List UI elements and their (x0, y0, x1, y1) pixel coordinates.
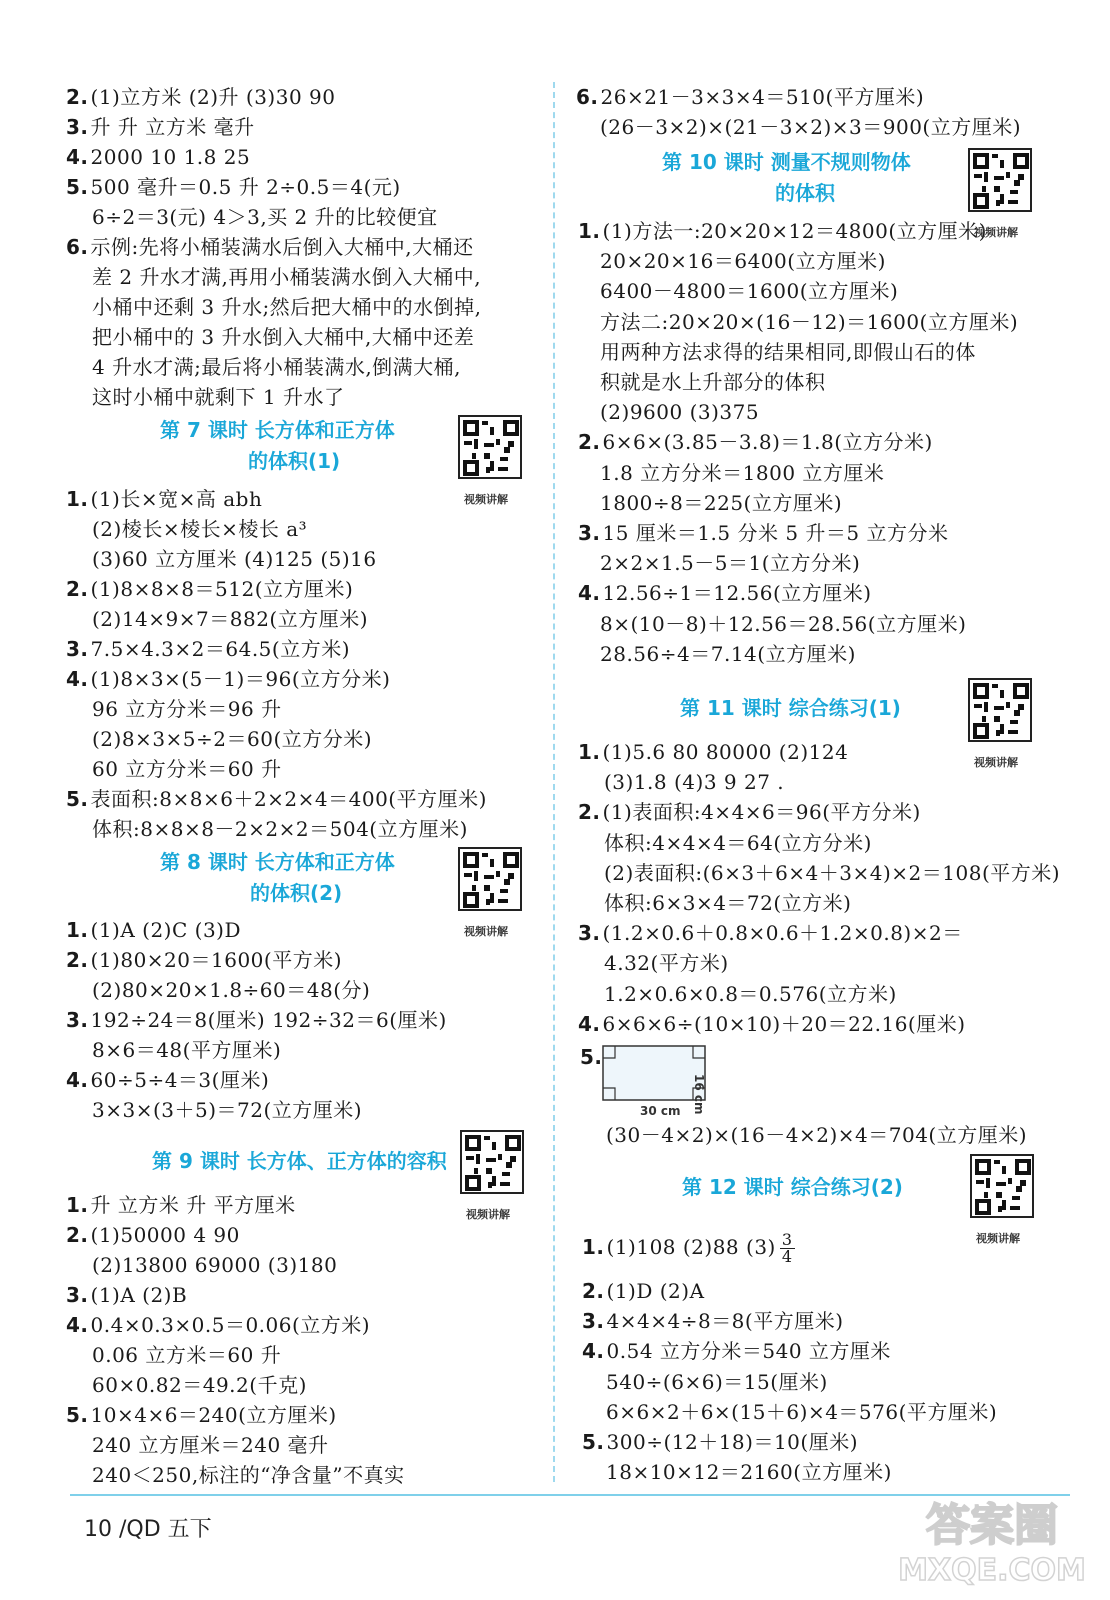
answer-line: 2. (1)表面积:4×4×6＝96(平方分米) (578, 800, 921, 825)
watermark-logo (892, 1488, 1092, 1588)
answer-line: (3)1.8 (4)3 9 27 . (604, 770, 785, 795)
answer-line: 8×(10－8)＋12.56＝28.56(立方厘米) (600, 611, 967, 636)
question-number: 4. (66, 1313, 89, 1337)
question-number: 3. (578, 921, 601, 946)
answer-line: 28.56÷4＝7.14(立方厘米) (600, 641, 856, 666)
answer-line: 2. (1)立方米 (2)升 (3)30 90 (66, 85, 336, 109)
qr-code[interactable] (970, 1154, 1034, 1218)
answer-line: 4. 0.4×0.3×0.5＝0.06(立方米) (66, 1313, 371, 1337)
answer-line: 5. 表面积:8×8×6＋2×2×4＝400(平方厘米) (66, 787, 487, 811)
question-number: 2. (578, 430, 601, 455)
answer-line: 240＜250,标注的“净含量”不真实 (92, 1463, 405, 1487)
answer-line: 1. (1)方法一:20×20×12＝4800(立方厘米) (578, 219, 987, 243)
qr-code-label: 视频讲解 (974, 226, 1018, 239)
qr-code-label: 视频讲解 (466, 1208, 510, 1221)
heading-lesson-7: 第 7 课时 长方体和正方体 (160, 418, 395, 442)
answer-line: 60×0.82＝49.2(千克) (92, 1373, 307, 1397)
page-footer: 10 /QD 五下 (84, 1517, 212, 1542)
answer-line: 积就是水上升部分的体积 (600, 370, 826, 394)
heading-lesson-12: 第 12 课时 综合练习(2) (682, 1175, 903, 1199)
figure-width-label: 30 cm (640, 1104, 681, 1118)
answer-line: (26－3×2)×(21－3×2)×3＝900(立方厘米) (600, 115, 1022, 139)
answer-line: 1. (1)A (2)C (3)D (66, 918, 242, 942)
answer-line: 4. 2000 10 1.8 25 (66, 145, 251, 169)
answer-line: 5. 300÷(12＋18)＝10(厘米) (582, 1430, 859, 1454)
qr-code-label: 视频讲解 (974, 756, 1018, 769)
qr-code-label: 视频讲解 (976, 1232, 1020, 1245)
question-number: 1. (578, 219, 601, 243)
answer-line: 2. (1)80×20＝1600(平方米) (66, 948, 343, 972)
answer-line: (30－4×2)×(16－4×2)×4＝704(立方厘米) (606, 1123, 1028, 1147)
qr-code[interactable] (458, 415, 522, 479)
answer-line: (2)14×9×7＝882(立方厘米) (92, 607, 369, 631)
answer-line: 240 立方厘米＝240 毫升 (92, 1433, 329, 1457)
fraction: $\frac{3}{4}$ (781, 1230, 793, 1266)
question-number: 4. (578, 1011, 601, 1036)
question-number: 4. (66, 1068, 89, 1092)
answer-line: (2)8×3×5÷2＝60(立方分米) (92, 727, 373, 751)
answer-line: 4.32(平方米) (604, 951, 729, 976)
answer-line: 1800÷8＝225(立方厘米) (600, 490, 843, 515)
heading-lesson-11: 第 11 课时 综合练习(1) (680, 696, 901, 720)
qr-code[interactable] (460, 1130, 524, 1194)
answer-line: 用两种方法求得的结果相同,即假山石的体 (600, 339, 976, 364)
question-number: 6. (66, 235, 89, 259)
answer-line: 4 升水才满;最后将小桶装满水,倒满大桶, (92, 355, 462, 379)
answer-line: (3)60 立方厘米 (4)125 (5)16 (92, 547, 377, 571)
answer-line: 3×3×(3＋5)＝72(立方厘米) (92, 1098, 363, 1122)
answer-line: 4. 6×6×6÷(10×10)＋20＝22.16(厘米) (578, 1011, 966, 1036)
answer-line: 18×10×12＝2160(立方厘米) (606, 1460, 892, 1485)
answer-line: 2×2×1.5－5＝1(立方分米) (600, 551, 861, 576)
question-number: 2. (578, 800, 601, 825)
qr-code[interactable] (968, 148, 1032, 212)
answer-line: 体积:4×4×4＝64(立方分米) (604, 830, 872, 855)
answer-line: (2)棱长×棱长×棱长 a³ (92, 517, 308, 541)
question-number: 3. (582, 1309, 605, 1334)
answer-line: 3. 7.5×4.3×2＝64.5(立方米) (66, 637, 351, 661)
answer-line: 体积:6×3×4＝72(立方米) (604, 891, 852, 915)
question-number: 2. (582, 1279, 605, 1303)
answer-line: 把小桶中的 3 升水倒入大桶中,大桶中还差 (92, 325, 475, 349)
question-number: 3. (66, 1008, 89, 1032)
answer-line: 1. 升 立方米 升 平方厘米 (66, 1193, 296, 1217)
question-number: 3. (66, 637, 89, 661)
answer-line: 2. (1)D (2)A (582, 1279, 705, 1303)
answer-line: 5. 500 毫升＝0.5 升 2÷0.5＝4(元) (66, 175, 401, 199)
answer-line: 8×6＝48(平方厘米) (92, 1038, 282, 1062)
answer-line: 1.8 立方分米＝1800 立方厘米 (600, 460, 885, 485)
answer-line: 差 2 升水才满,再用小桶装满水倒入大桶中, (92, 265, 482, 289)
answer-line: 1. (1)5.6 80 80000 (2)124 (578, 740, 849, 764)
answer-line: 2. (1)50000 4 90 (66, 1223, 240, 1247)
question-number: 3. (66, 115, 89, 139)
answer-line: 体积:8×8×8－2×2×2＝504(立方厘米) (92, 817, 468, 841)
qr-code[interactable] (968, 678, 1032, 742)
svg-text:答案圈: 答案圈 (926, 1500, 1058, 1551)
heading-lesson-7-sub: 的体积(1) (248, 449, 341, 473)
answer-line: 20×20×16＝6400(立方厘米) (600, 249, 886, 274)
question-number: 2. (66, 577, 89, 601)
answer-line: (2)80×20×1.8÷60＝48(分) (92, 978, 371, 1002)
answer-line: 60 立方分米＝60 升 (92, 757, 282, 781)
question-number: 2. (66, 948, 89, 972)
question-number: 4. (66, 667, 89, 691)
question-number: 5. (66, 175, 89, 199)
question-number: 1. (66, 487, 89, 511)
heading-lesson-8-sub: 的体积(2) (250, 881, 343, 905)
heading-lesson-10: 第 10 课时 测量不规则物体 (662, 150, 911, 174)
qr-code-label: 视频讲解 (464, 493, 508, 506)
qr-code-label: 视频讲解 (464, 925, 508, 938)
answer-line: 1. (1)108 (2)88 (3) $\frac{3}{4}$ (582, 1230, 793, 1266)
answer-line: (2)13800 69000 (3)180 (92, 1253, 338, 1277)
answer-line: (2)9600 (3)375 (600, 400, 760, 425)
heading-lesson-8: 第 8 课时 长方体和正方体 (160, 850, 395, 874)
question-number: 1. (578, 740, 601, 764)
answer-line: 96 立方分米＝96 升 (92, 697, 282, 721)
question-number: 5. (580, 1045, 603, 1069)
question-number: 3. (66, 1283, 89, 1307)
answer-line: 6÷2＝3(元) 4＞3,买 2 升的比较便宜 (92, 205, 438, 229)
answer-line: 1.2×0.6×0.8＝0.576(立方米) (604, 981, 897, 1006)
answer-line: 3. 15 厘米＝1.5 分米 5 升＝5 立方分米 (578, 521, 949, 545)
heading-lesson-10-sub: 的体积 (775, 181, 835, 205)
answer-line: 3. (1)A (2)B (66, 1283, 188, 1307)
answer-line: 6400－4800＝1600(立方厘米) (600, 279, 899, 304)
question-number: 2. (66, 1223, 89, 1247)
question-number: 5. (582, 1430, 605, 1454)
answer-line: 2. (1)8×8×8＝512(立方厘米) (66, 577, 354, 601)
answer-line: 3. 192÷24＝8(厘米) 192÷32＝6(厘米) (66, 1008, 447, 1032)
question-number: 5. (66, 787, 89, 811)
question-number: 4. (582, 1339, 605, 1364)
answer-line: 6. 示例:先将小桶装满水后倒入大桶中,大桶还 (66, 235, 474, 259)
answer-line: 4. 60÷5÷4＝3(厘米) (66, 1068, 270, 1092)
answer-line: 方法二:20×20×(16－12)＝1600(立方厘米) (600, 309, 1019, 334)
question-number: 6. (576, 85, 599, 109)
answer-line: 540÷(6×6)＝15(厘米) (606, 1369, 828, 1394)
answer-line: 6×6×2＋6×(15＋6)×4＝576(平方厘米) (606, 1399, 998, 1424)
heading-lesson-9: 第 9 课时 长方体、正方体的容积 (152, 1149, 447, 1173)
answer-line: 小桶中还剩 3 升水;然后把大桶中的水倒掉, (92, 295, 482, 319)
answer-line: 0.06 立方米＝60 升 (92, 1343, 282, 1367)
answer-line: 6. 26×21－3×3×4＝510(平方厘米) (576, 85, 925, 109)
answer-line: 4. 12.56÷1＝12.56(立方厘米) (578, 581, 872, 606)
question-number: 3. (578, 521, 601, 545)
answer-line: 3. (1.2×0.6＋0.8×0.6＋1.2×0.8)×2＝ (578, 921, 963, 946)
answer-line: 2. 6×6×(3.85－3.8)＝1.8(立方分米) (578, 430, 933, 455)
figure-height-label: 16 cm (692, 1074, 706, 1115)
question-number: 4. (578, 581, 601, 606)
question-number: 2. (66, 85, 89, 109)
column-divider (553, 82, 555, 1482)
question-number: 1. (66, 918, 89, 942)
answer-line: 5. 10×4×6＝240(立方厘米) (66, 1403, 337, 1427)
answer-line: 1. (1)长×宽×高 abh (66, 487, 263, 511)
answer-line: 4. (1)8×3×(5－1)＝96(立方分米) (66, 667, 391, 691)
answer-line: 3. 升 升 立方米 毫升 (66, 115, 255, 139)
answer-line: (2)表面积:(6×3＋6×4＋3×4)×2＝108(平方米) (604, 860, 1061, 885)
question-number: 4. (66, 145, 89, 169)
question-number: 1. (66, 1193, 89, 1217)
answer-line: 4. 0.54 立方分米＝540 立方厘米 (582, 1339, 891, 1364)
svg-text:MXQE.COM: MXQE.COM (898, 1553, 1086, 1588)
question-number: 5. (66, 1403, 89, 1427)
answer-line: 这时小桶中就剩下 1 升水了 (92, 385, 345, 409)
answer-line: 3. 4×4×4÷8＝8(平方厘米) (582, 1309, 844, 1334)
qr-code[interactable] (458, 847, 522, 911)
